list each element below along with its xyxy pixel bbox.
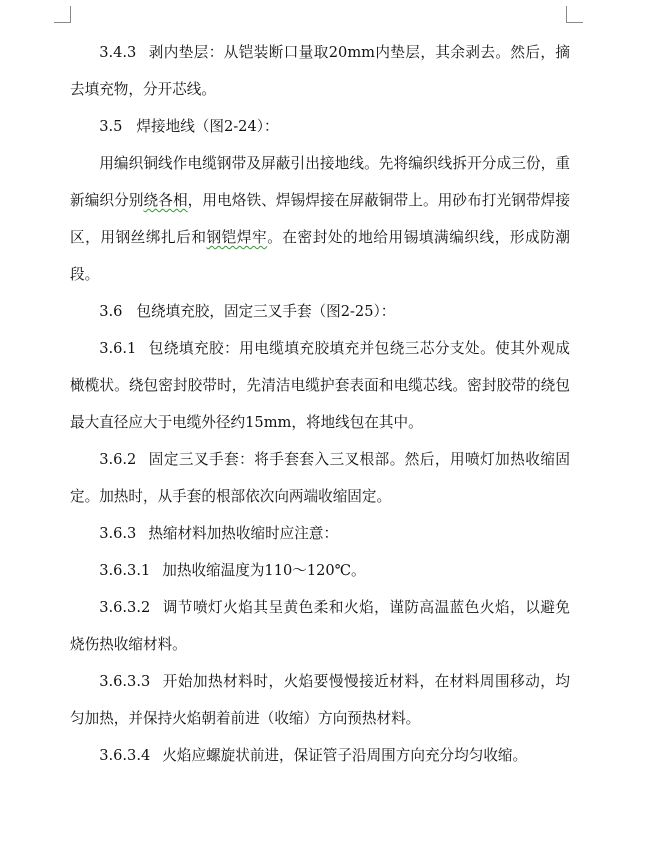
paragraph-text: 。在密封处的地给用锡填满编织线，形成防潮段。 xyxy=(70,229,570,283)
paragraph-3-6-1 xyxy=(70,330,570,441)
section-number: 3.5 xyxy=(99,118,123,135)
paragraph-3-6-3 xyxy=(70,515,570,552)
paragraph-text: 用编织铜线作电缆钢带及屏蔽引出接地线。先将编织线拆开分成三份，重新编织分别 xyxy=(70,155,570,209)
paragraph-3-4-3 xyxy=(70,34,570,108)
paragraph-text: 固定三叉手套：将手套套入三叉根部。然后，用喷灯加热收缩固定。加热时，从手套的根部依次向两端收缩固定。 xyxy=(70,451,570,505)
paragraph-3-5 xyxy=(70,108,570,145)
margin-corner-mark-right xyxy=(566,6,583,23)
spellcheck-underlined-text: 钢铠焊牢 xyxy=(206,229,268,246)
spellcheck-underlined-text: 绕各相 xyxy=(143,192,188,209)
paragraph-text: 包绕填充胶：用电缆填充胶填充并包绕三芯分支处。使其外观成橄榄状。绕包密封胶带时，先清洁电缆护套表面和电缆芯线。密封胶带的绕包最大直径应大于电缆外径约15mm，将地线包在其中。 xyxy=(70,340,570,431)
paragraph-3-6-3-1 xyxy=(70,552,570,589)
paragraph-3-6 xyxy=(70,293,570,330)
paragraph-3-6-3-3 xyxy=(70,663,570,737)
paragraph-text: 火焰应螺旋状前进，保证管子沿周围方向充分均匀收缩。 xyxy=(162,747,528,764)
section-number: 3.6 xyxy=(99,303,123,320)
paragraph-text: 焊接地线（图2-24）： xyxy=(136,118,279,135)
section-number: 3.6.3.2 xyxy=(99,599,151,616)
paragraph-text: 热缩材料加热收缩时应注意： xyxy=(148,525,339,542)
paragraph-ground-wire xyxy=(70,145,570,293)
document-body xyxy=(70,34,570,774)
section-number: 3.6.3.3 xyxy=(99,673,151,690)
margin-corner-mark-left xyxy=(54,6,71,23)
paragraph-text: 加热收缩温度为110～120℃。 xyxy=(162,562,366,579)
paragraph-text: ，用电烙铁、焊锡焊接在屏蔽铜带上。用砂布打光钢带焊接区，用钢丝绑扎后和 xyxy=(70,192,570,246)
paragraph-text: 开始加热材料时，火焰要慢慢接近材料，在材料周围移动，均匀加热，并保持火焰朝着前进（收缩）方向预热材料。 xyxy=(70,673,570,727)
paragraph-3-6-3-4 xyxy=(70,737,570,774)
paragraph-3-6-3-2 xyxy=(70,589,570,663)
paragraph-3-6-2 xyxy=(70,441,570,515)
section-number: 3.6.3.1 xyxy=(99,562,151,579)
paragraph-text: 包绕填充胶，固定三叉手套（图2-25）： xyxy=(136,303,396,320)
section-number: 3.6.1 xyxy=(99,340,137,357)
section-number: 3.6.3 xyxy=(99,525,137,542)
paragraph-text: 调节喷灯火焰其呈黄色柔和火焰，谨防高温蓝色火焰，以避免烧伤热收缩材料。 xyxy=(70,599,570,653)
section-number: 3.6.3.4 xyxy=(99,747,151,764)
paragraph-text: 剥内垫层：从铠装断口量取20mm内垫层，其余剥去。然后，摘去填充物，分开芯线。 xyxy=(70,44,570,98)
section-number: 3.6.2 xyxy=(99,451,137,468)
section-number: 3.4.3 xyxy=(99,44,137,61)
